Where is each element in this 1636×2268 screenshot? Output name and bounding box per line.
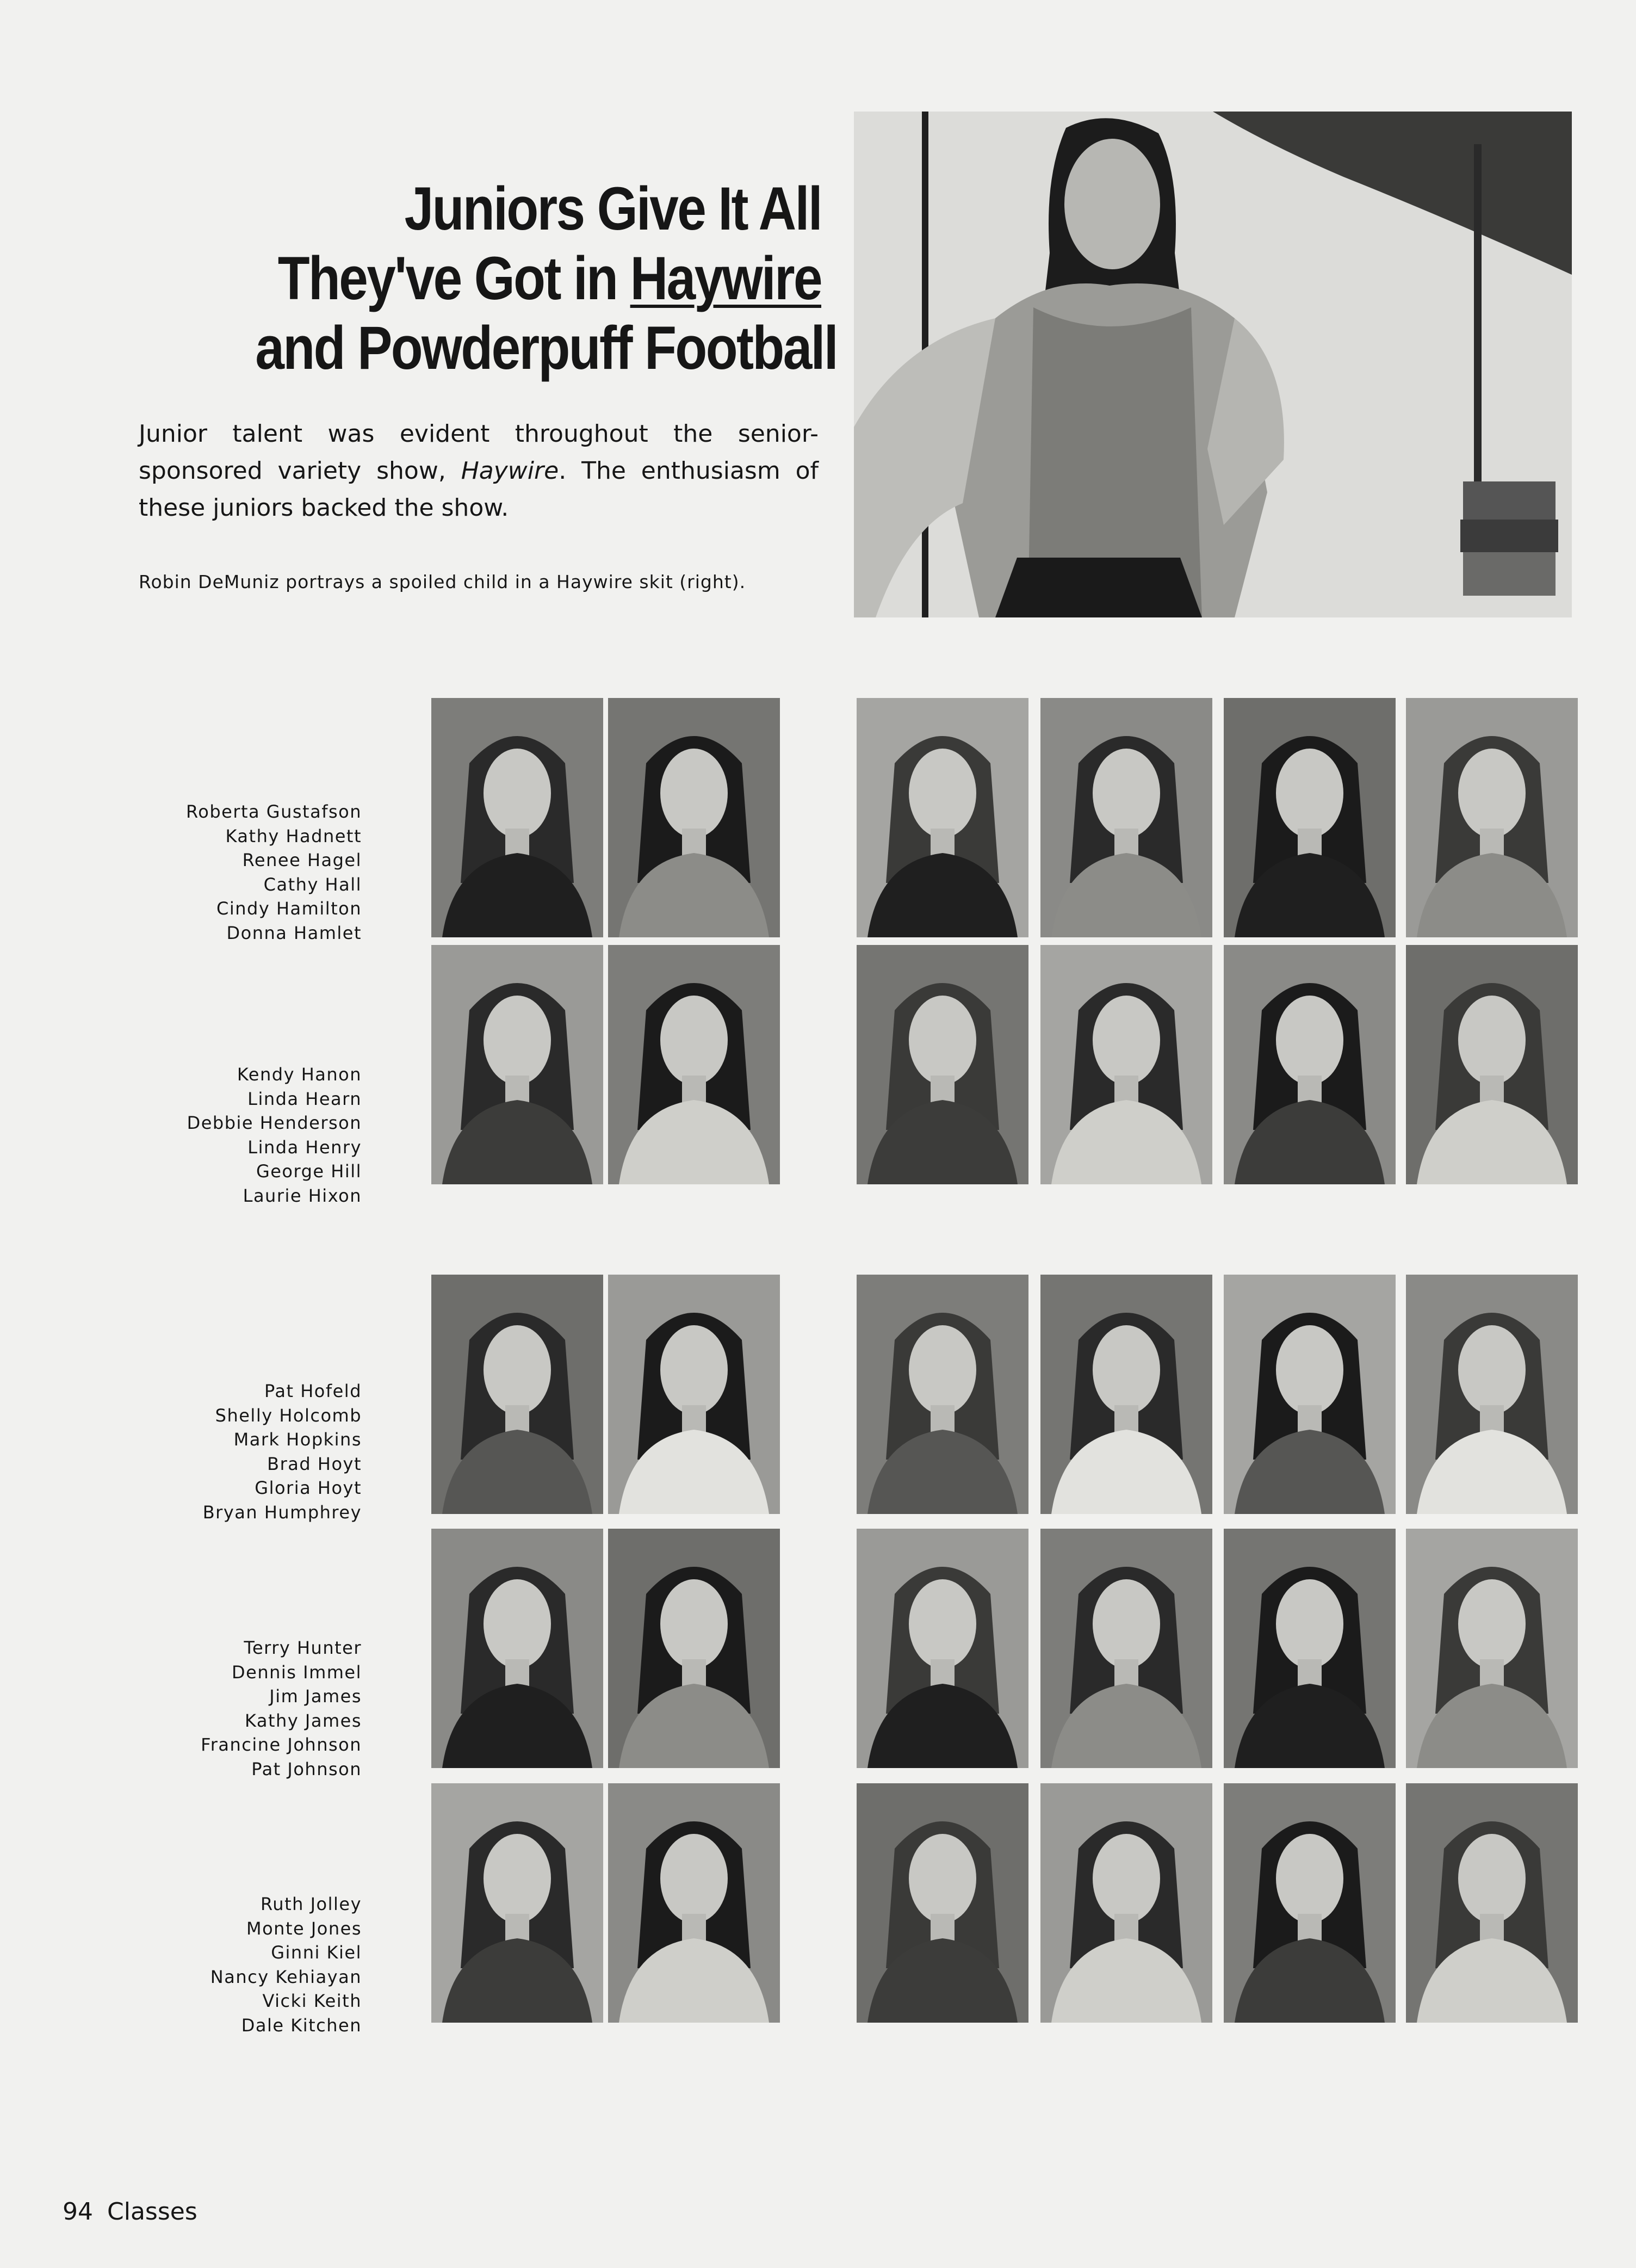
section-name: Classes [107, 2198, 197, 2226]
student-portrait [857, 1783, 1028, 2023]
student-name: Ruth Jolley [261, 1894, 362, 1914]
student-name: Kathy Hadnett [225, 825, 362, 846]
student-portrait [1040, 1275, 1212, 1514]
student-portrait [431, 945, 603, 1184]
student-portrait [1406, 1529, 1578, 1768]
names-group-4 [109, 1636, 362, 1782]
photo-caption: Robin DeMuniz portrays a spoiled child in a Haywire skit (right). [139, 571, 746, 592]
page-number: 94 [63, 2198, 93, 2226]
student-name: Debbie Henderson [187, 1113, 362, 1134]
student-name: Nancy Kehiayan [210, 1966, 362, 1987]
student-portrait [1040, 1529, 1212, 1768]
student-name: Kathy James [244, 1710, 362, 1731]
student-portrait [1224, 1529, 1396, 1768]
student-name: Jim James [269, 1686, 362, 1707]
student-name: Laurie Hixon [243, 1185, 362, 1206]
page-footer [63, 2198, 197, 2226]
student-portrait [608, 1529, 780, 1768]
student-portrait [1406, 945, 1578, 1184]
student-name: Monte Jones [246, 1918, 362, 1939]
featured-photo-image [854, 112, 1572, 617]
student-name: Shelly Holcomb [215, 1405, 362, 1426]
names-group-5 [109, 1892, 362, 2038]
student-name: Vicki Keith [262, 1991, 362, 2012]
student-portrait [1224, 698, 1396, 937]
student-name: Roberta Gustafson [185, 801, 362, 822]
student-portrait [1040, 1783, 1212, 2023]
names-group-1 [109, 800, 362, 945]
student-portrait [1406, 1275, 1578, 1514]
headline-line-1: Juniors Give It All [404, 175, 821, 243]
intro-text-2: . The enthusiasm of these juniors backed the show. [139, 457, 819, 522]
headline-line-2 [255, 244, 821, 313]
student-name: Brad Hoyt [267, 1453, 362, 1474]
student-portrait [431, 1783, 603, 2023]
student-name: Pat Hofeld [264, 1381, 362, 1401]
names-group-3 [109, 1379, 362, 1525]
headline-line-3: and Powderpuff Football [255, 314, 838, 382]
student-portrait [1224, 1783, 1396, 2023]
intro-paragraph [139, 416, 819, 527]
student-portrait [1224, 1275, 1396, 1514]
student-name: Ginni Kiel [271, 1942, 362, 1963]
student-name: Bryan Humphrey [202, 1501, 362, 1523]
student-portrait [431, 1275, 603, 1514]
student-portrait [608, 1783, 780, 2023]
student-portrait [1040, 945, 1212, 1184]
student-portrait [857, 945, 1028, 1184]
student-name: Mark Hopkins [233, 1429, 362, 1450]
intro-show-name: Haywire [461, 457, 559, 485]
student-name: Cindy Hamilton [216, 898, 362, 919]
student-name: Renee Hagel [242, 850, 362, 871]
names-group-2 [109, 1062, 362, 1208]
featured-photo [854, 112, 1572, 617]
student-portrait [857, 698, 1028, 937]
student-name: Gloria Hoyt [255, 1478, 362, 1499]
student-portrait [608, 698, 780, 937]
headline [255, 174, 838, 383]
student-portrait [1224, 945, 1396, 1184]
student-portrait [431, 1529, 603, 1768]
headline-line-2-prefix: They've Got in [277, 244, 630, 312]
student-portrait [431, 698, 603, 937]
student-name: Dennis Immel [232, 1661, 362, 1683]
student-name: Francine Johnson [201, 1734, 362, 1756]
student-name: Dale Kitchen [241, 2014, 362, 2036]
student-name: Cathy Hall [263, 874, 362, 895]
headline-show-name: Haywire [630, 244, 821, 312]
student-portrait [608, 945, 780, 1184]
student-name: Linda Henry [247, 1136, 362, 1158]
student-portrait [608, 1275, 780, 1514]
student-name: Kendy Hanon [237, 1064, 362, 1085]
student-name: Terry Hunter [244, 1637, 362, 1658]
student-portrait [857, 1529, 1028, 1768]
student-name: Pat Johnson [251, 1758, 362, 1779]
student-portrait [1040, 698, 1212, 937]
student-portrait [857, 1275, 1028, 1514]
student-name: George Hill [256, 1161, 362, 1182]
student-portrait [1406, 698, 1578, 937]
intro-text-1: Junior talent was evident throughout the senior-sponsored variety show, [139, 420, 819, 485]
student-portrait [1406, 1783, 1578, 2023]
student-name: Donna Hamlet [226, 922, 362, 943]
student-name: Linda Hearn [247, 1088, 362, 1109]
